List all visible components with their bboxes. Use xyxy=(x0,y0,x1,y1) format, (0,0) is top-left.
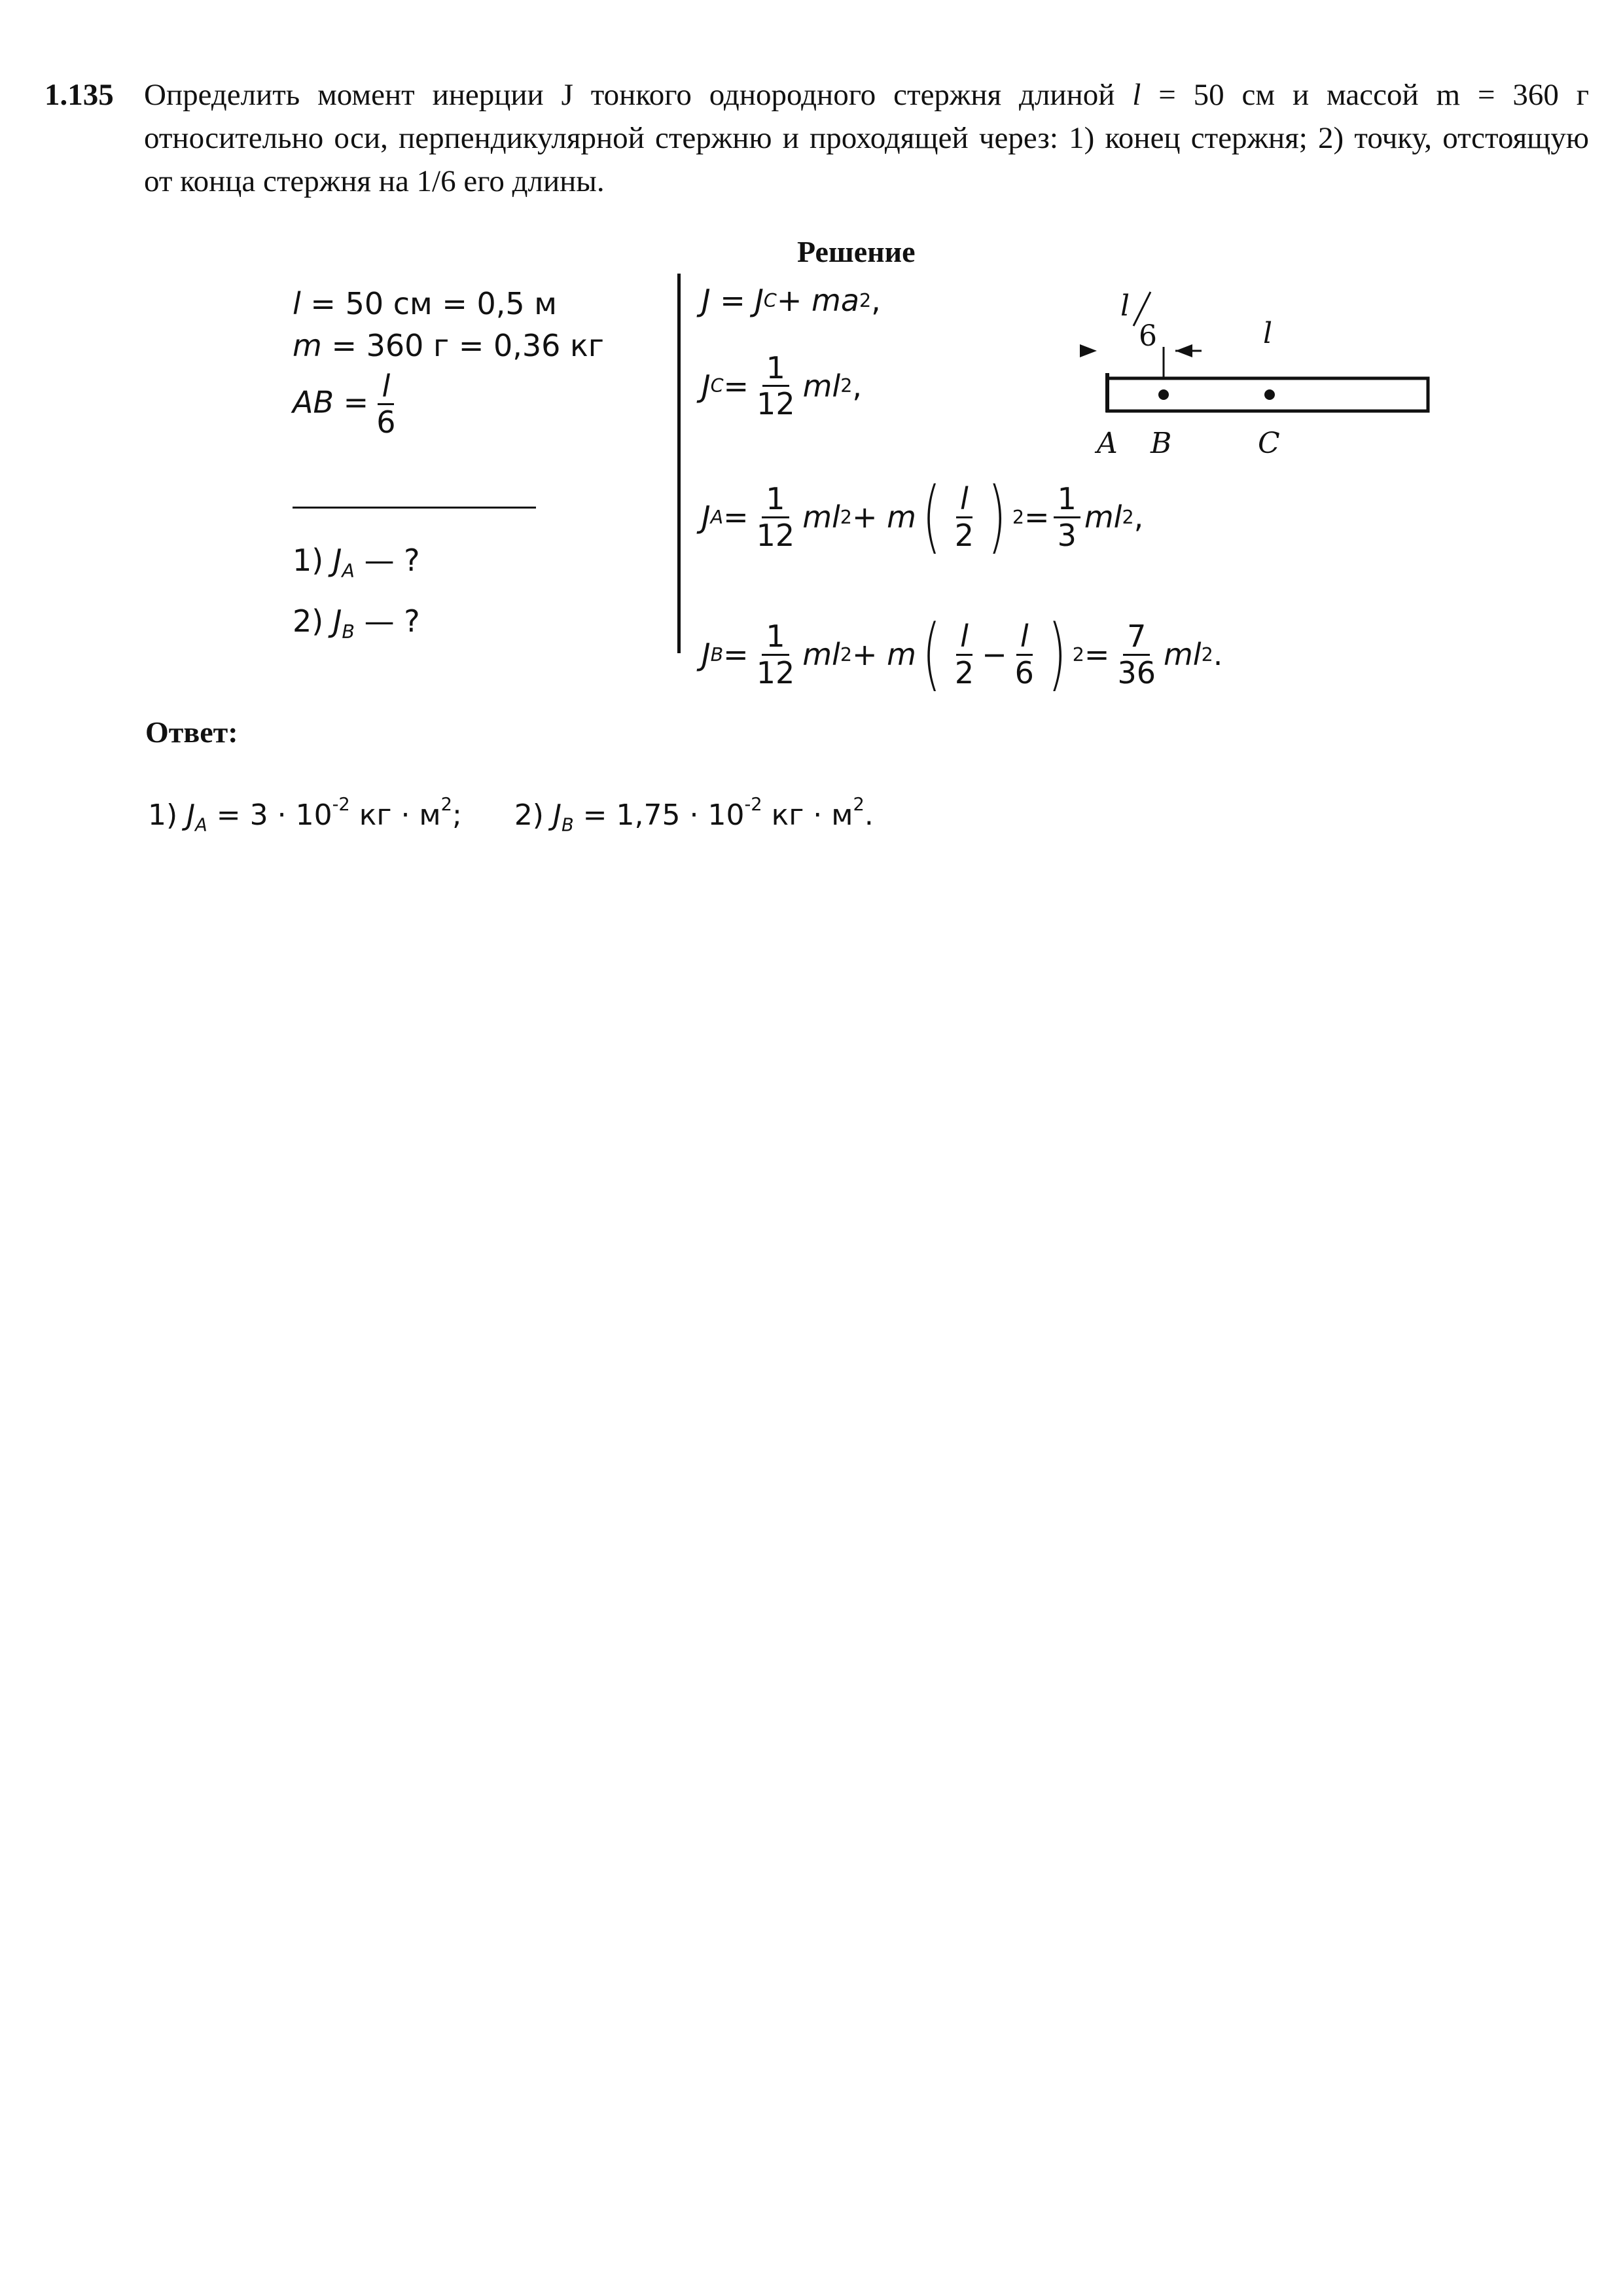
answer2-symbol: J xyxy=(552,798,562,832)
eq4-equals2: = xyxy=(1084,637,1110,672)
label-b: B xyxy=(1150,427,1172,460)
eq2-den: 12 xyxy=(757,386,795,422)
solution-divider xyxy=(677,274,681,653)
find-ja-symbol: J xyxy=(332,543,342,578)
answer2-unit: кг · м xyxy=(762,798,853,832)
problem-text-part1: Определить момент инерции J тонкого однородного стержня длиной xyxy=(144,78,1133,112)
eq4-tail: . xyxy=(1213,637,1223,672)
eq3-sup2: 2 xyxy=(1122,506,1134,528)
answer-line xyxy=(148,795,874,835)
answer1-exp: -2 xyxy=(332,795,350,815)
eq4-pnum2: l xyxy=(1016,620,1033,655)
answer1-number: 1) xyxy=(148,798,178,832)
answer1-unit-exp: 2 xyxy=(440,795,452,815)
rod-diagram-svg xyxy=(1073,275,1440,471)
eq3-plus: + m xyxy=(851,499,916,535)
answer1-symbol: J xyxy=(187,798,196,832)
problem-text xyxy=(144,73,1589,203)
eq3-sup1: 2 xyxy=(840,506,852,528)
equation-jc xyxy=(702,352,862,420)
eq4-sup2: 2 xyxy=(1201,643,1213,666)
given-ab xyxy=(293,370,604,439)
label-frac-den: 6 xyxy=(1139,319,1157,353)
find-jb-symbol: J xyxy=(332,603,342,639)
eq2-rhs: ml xyxy=(802,368,841,404)
eq3-paren-close: ) xyxy=(988,471,1007,562)
answer2-unit-exp: 2 xyxy=(853,795,865,815)
eq4-paren-fraction1 xyxy=(951,620,978,689)
eq3-fraction1 xyxy=(753,483,799,551)
eq3-equals2: = xyxy=(1024,499,1050,535)
eq4-sub: B xyxy=(710,643,724,666)
find-jb-tail: — ? xyxy=(364,603,420,639)
eq3-lhs: J xyxy=(702,499,711,535)
eq3-den1: 12 xyxy=(756,517,795,553)
given-block xyxy=(293,283,604,439)
equation-jb xyxy=(702,609,1223,700)
eq4-minus: − xyxy=(982,637,1007,672)
arrow-left-icon xyxy=(1080,344,1097,357)
eq4-den2: 36 xyxy=(1117,655,1156,691)
eq3-rhs: ml xyxy=(1084,499,1122,535)
given-length-value: = 50 см = 0,5 м xyxy=(310,286,557,321)
eq4-fraction2 xyxy=(1113,620,1160,689)
problem-l-symbol: l xyxy=(1132,78,1141,112)
eq3-fraction2 xyxy=(1054,483,1080,551)
find-ja-number: 1) xyxy=(293,543,324,578)
eq4-paren-fraction2 xyxy=(1011,620,1038,689)
eq3-equals: = xyxy=(723,499,749,535)
eq3-tail: , xyxy=(1133,499,1144,535)
eq3-pden: 2 xyxy=(954,517,974,553)
eq2-lhs: J xyxy=(702,368,711,404)
eq1-sup: 2 xyxy=(859,289,872,312)
eq1-tail: , xyxy=(871,283,881,318)
given-mass-symbol: m xyxy=(293,328,322,363)
answer1-tail: ; xyxy=(452,798,462,832)
answer2-value: = 1,75 · 10 xyxy=(573,798,745,832)
given-separator-line xyxy=(293,507,536,509)
given-length-symbol: l xyxy=(293,286,301,321)
label-frac-num: l xyxy=(1120,289,1130,323)
label-l: l xyxy=(1263,317,1273,350)
answer2-tail: . xyxy=(864,798,874,832)
answer1-value: = 3 · 10 xyxy=(207,798,332,832)
answer1-unit: кг · м xyxy=(349,798,441,832)
eq2-sup: 2 xyxy=(840,375,853,397)
eq3-num1: 1 xyxy=(762,483,789,518)
eq4-pden2: 6 xyxy=(1014,655,1034,691)
eq3-num2: 1 xyxy=(1054,483,1080,518)
answer2-exp: -2 xyxy=(744,795,762,815)
find-ja-tail: — ? xyxy=(364,543,420,578)
find-ja-sub: A xyxy=(342,560,355,582)
find-jb-sub: B xyxy=(342,620,355,643)
eq3-den2: 3 xyxy=(1057,517,1077,553)
eq3-pnum: l xyxy=(956,483,972,518)
find-jb-number: 2) xyxy=(293,603,324,639)
find-block xyxy=(293,539,420,653)
equation-ja xyxy=(702,471,1144,562)
equation-steiner xyxy=(702,283,881,318)
given-ab-fraction xyxy=(372,370,399,439)
eq2-equals: = xyxy=(723,368,749,404)
problem-text-part2: = 50 см и массой m = 360 г относительно оси, перпендикулярной стержню и проходящей через: 1) конец стержня; 2) точку, отстоящую от конца стержня на 1/6 его длины. xyxy=(144,78,1589,198)
point-c-dot xyxy=(1264,389,1275,400)
find-ja xyxy=(293,539,420,592)
eq1-lhs: J = J xyxy=(702,283,764,318)
eq3-paren-open: ( xyxy=(922,471,941,562)
eq2-tail: , xyxy=(852,368,862,404)
eq4-psup: 2 xyxy=(1072,643,1084,666)
given-length xyxy=(293,283,604,325)
eq4-paren-open: ( xyxy=(922,609,941,700)
answer2-number: 2) xyxy=(514,798,544,832)
given-mass-value: = 360 г = 0,36 кг xyxy=(331,328,604,363)
rod-diagram xyxy=(1073,275,1440,471)
eq4-plus: + m xyxy=(852,637,916,672)
eq4-pnum1: l xyxy=(956,620,972,655)
eq4-rhs: ml xyxy=(1164,637,1202,672)
eq1-rhs: + ma xyxy=(776,283,860,318)
given-mass xyxy=(293,325,604,367)
eq2-num: 1 xyxy=(762,352,789,387)
eq4-paren-close: ) xyxy=(1048,609,1067,700)
answer1-sub: A xyxy=(195,815,207,836)
eq3-mid: ml xyxy=(802,499,840,535)
problem-number: 1.135 xyxy=(45,78,114,112)
eq4-lhs: J xyxy=(702,637,711,672)
given-ab-num: l xyxy=(378,370,394,405)
eq4-equals: = xyxy=(723,637,749,672)
eq2-sub: C xyxy=(710,375,724,397)
eq1-sub: C xyxy=(763,289,777,312)
eq4-den1: 12 xyxy=(756,655,795,691)
eq4-fraction1 xyxy=(753,620,799,689)
eq2-fraction xyxy=(753,352,799,420)
eq4-pden1: 2 xyxy=(954,655,974,691)
eq4-num2: 7 xyxy=(1123,620,1150,655)
eq3-sub: A xyxy=(710,506,724,528)
eq3-psup: 2 xyxy=(1012,506,1025,528)
answer-label: Ответ: xyxy=(145,715,238,749)
eq4-num1: 1 xyxy=(762,620,789,655)
label-a: A xyxy=(1097,427,1118,460)
given-ab-lhs: AB = xyxy=(293,384,369,420)
answer2-sub: B xyxy=(561,815,574,836)
given-ab-den: 6 xyxy=(376,404,396,440)
eq4-sup1: 2 xyxy=(840,643,852,666)
eq3-paren-fraction xyxy=(951,483,978,551)
find-jb xyxy=(293,600,420,653)
eq4-mid: ml xyxy=(802,637,840,672)
point-b-dot xyxy=(1158,389,1169,400)
solution-heading: Решение xyxy=(797,235,916,268)
label-c: C xyxy=(1258,427,1280,460)
